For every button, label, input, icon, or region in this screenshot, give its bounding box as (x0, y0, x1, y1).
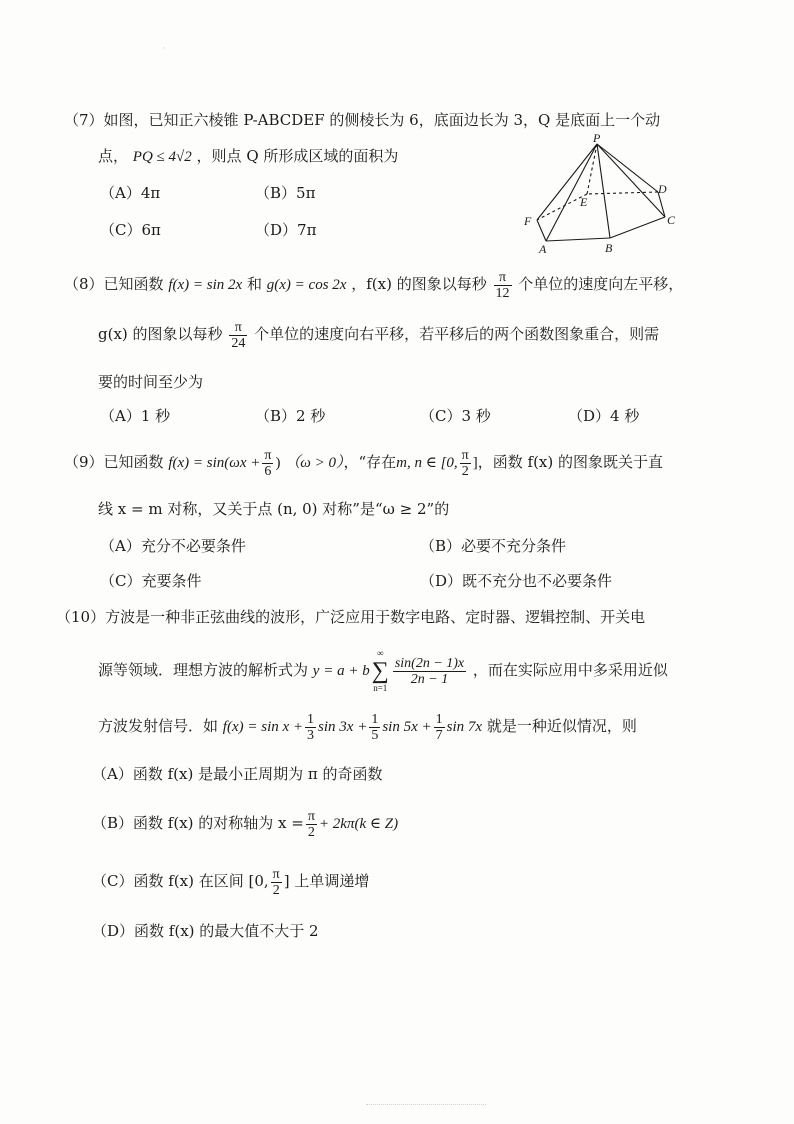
numerator: π (307, 808, 315, 824)
numerator: sin(2n − 1)x (394, 655, 465, 671)
q10-text: ，而在实际应用中多采用近似 (472, 661, 668, 679)
edge-PA (546, 144, 597, 241)
label-A: A (539, 242, 547, 254)
q9-condition: （ω > 0） (285, 455, 344, 471)
denominator: 2 (307, 824, 315, 840)
q8-text: g(x) 的图象以每秒 (98, 325, 223, 343)
edge-PF (537, 144, 597, 220)
numerator: π (494, 270, 512, 286)
sum-symbol: ∑ (371, 658, 389, 684)
q10-option-b[interactable] (92, 805, 398, 842)
q10-option-b-text: （B）函数 f(x) 的对称轴为 x = (92, 814, 304, 832)
q10-stem-line1: （10）方波是一种非正弦曲线的波形，广泛应用于数字电路、定时器、逻辑控制、开关电 (56, 608, 646, 626)
q10-stem-line2 (98, 648, 668, 694)
q9-stem-line2: 线 x = m 对称，又关于点 (n, 0) 对称”是“ω ≥ 2”的 (98, 500, 450, 518)
edge-AB (546, 238, 610, 241)
numerator: π (264, 447, 272, 463)
q8-stem-line2 (98, 316, 659, 352)
q7-condition: PQ ≤ 4√2 (132, 149, 192, 165)
q9-text: ，函数 f(x) 的图象既关于直 (477, 453, 664, 471)
edge-PD (597, 144, 658, 192)
denominator: 7 (435, 727, 443, 743)
q10-coef-1-7 (434, 712, 445, 743)
edge-PE (587, 144, 597, 194)
q9-fraction-pi-6 (262, 448, 273, 479)
label-C: C (667, 213, 676, 227)
edge-FA (537, 220, 546, 241)
q10-term: sin 5x + (382, 719, 432, 735)
q7-text: ，则点 Q 所形成区域的面积为 (196, 147, 399, 165)
q10-option-d[interactable]: （D）函数 f(x) 的最大值不大于 2 (92, 922, 319, 940)
denominator: 12 (495, 285, 510, 301)
q9-option-c[interactable]: （C）充要条件 (100, 572, 202, 590)
q9-paren: ) (275, 455, 281, 471)
q8-fraction-pi-24 (229, 320, 247, 351)
denominator: 3 (307, 727, 315, 743)
q10-option-b-text: + 2kπ(k ∈ Z) (318, 816, 399, 832)
q10-approx-formula: f(x) = sin x + (222, 719, 304, 735)
q9-text: ，“存在 (343, 453, 397, 471)
q8-option-c[interactable]: （C）3 秒 (420, 407, 491, 425)
q8-stem-line3: 要的时间至少为 (98, 373, 204, 391)
q9-fraction-pi-2 (460, 448, 471, 479)
q9-option-a[interactable]: （A）充分不必要条件 (100, 537, 246, 555)
q7-option-d[interactable]: （D）7π (255, 221, 317, 239)
q10-summation (372, 648, 389, 694)
q10-option-c[interactable] (92, 863, 369, 899)
q10-term: sin 3x + (318, 719, 368, 735)
label-F: F (524, 214, 532, 228)
label-P: P (593, 132, 601, 145)
q9-stem-line1 (64, 444, 663, 481)
q9-option-d[interactable]: （D）既不充分也不必要条件 (420, 572, 613, 590)
q7-text: 点， (98, 147, 129, 165)
q10-option-a[interactable]: （A）函数 f(x) 是最小正周期为 π 的奇函数 (92, 765, 383, 783)
denominator: 2n − 1 (410, 671, 449, 687)
q9-bracket: ] (472, 455, 478, 471)
edge-PB (597, 144, 610, 238)
q9-option-b[interactable]: （B）必要不充分条件 (420, 537, 567, 555)
label-E: E (580, 195, 588, 209)
q10-formula: y = a + b (312, 663, 370, 679)
q10-text: 方波发射信号．如 (98, 717, 219, 735)
denominator: 2 (461, 463, 469, 479)
scan-footer-noise (366, 1104, 486, 1107)
q8-fraction-pi-12 (494, 270, 512, 301)
q10-text: 源等领域．理想方波的解析式为 (98, 661, 309, 679)
edge-PC (597, 144, 665, 217)
q10-text: 就是一种近似情况，则 (486, 717, 637, 735)
q10-term: sin 7x (446, 719, 483, 735)
q8-stem-line1 (64, 266, 683, 303)
q8-f-definition: f(x) = sin 2x (168, 277, 243, 293)
numerator: π (229, 320, 247, 336)
sum-lower: n=1 (373, 683, 388, 693)
q10-series-fraction (393, 656, 466, 687)
label-D: D (658, 182, 667, 196)
denominator: 6 (264, 463, 272, 479)
q8-text: （8）已知函数 (64, 275, 164, 293)
q8-text: 个单位的速度向左平移， (518, 275, 684, 293)
denominator: 5 (371, 727, 379, 743)
q10-option-b-fraction (306, 809, 317, 840)
q9-interval: m, n ∈ [0, (396, 455, 458, 471)
denominator: 2 (272, 882, 280, 898)
q10-option-c-text: （C）函数 f(x) 在区间 [0, (92, 872, 269, 890)
q8-text: 个单位的速度向右平移，若平移后的两个函数图象重合，则需 (254, 325, 660, 343)
q10-coef-1-3 (305, 712, 316, 743)
numerator: π (272, 866, 280, 882)
q8-option-a[interactable]: （A）1 秒 (100, 407, 171, 425)
q7-option-c[interactable]: （C）6π (100, 221, 161, 239)
scan-speck: · (163, 44, 166, 54)
q8-g-definition: g(x) = cos 2x (266, 277, 347, 293)
hexagonal-pyramid-figure (515, 132, 690, 254)
q8-option-d[interactable]: （D）4 秒 (568, 407, 640, 425)
q7-stem-line2 (98, 146, 398, 167)
q10-option-c-fraction (271, 867, 282, 898)
q8-text: ，f(x) 的图象以每秒 (351, 275, 487, 293)
q8-text: 和 (246, 275, 262, 293)
q10-option-c-text: ] 上单调递增 (283, 872, 370, 890)
q9-function: f(x) = sin(ωx + (168, 455, 261, 471)
q10-coef-1-5 (369, 712, 380, 743)
q9-text: （9）已知函数 (64, 453, 164, 471)
numerator: 1 (307, 711, 315, 727)
q8-option-b[interactable]: （B）2 秒 (255, 407, 326, 425)
q7-stem-line1: （7）如图，已知正六棱锥 P-ABCDEF 的侧棱长为 6，底面边长为 3，Q 是底面上一个动 (64, 111, 661, 129)
edge-DE (587, 192, 658, 194)
q10-stem-line3 (98, 706, 637, 747)
edge-BC (610, 217, 665, 238)
denominator: 24 (231, 335, 246, 351)
q7-option-a[interactable]: （A）4π (100, 184, 161, 202)
label-B: B (605, 241, 613, 254)
numerator: 1 (371, 711, 379, 727)
sum-upper: ∞ (377, 648, 384, 658)
q7-option-b[interactable]: （B）5π (255, 184, 316, 202)
numerator: 1 (435, 711, 443, 727)
numerator: π (461, 447, 469, 463)
